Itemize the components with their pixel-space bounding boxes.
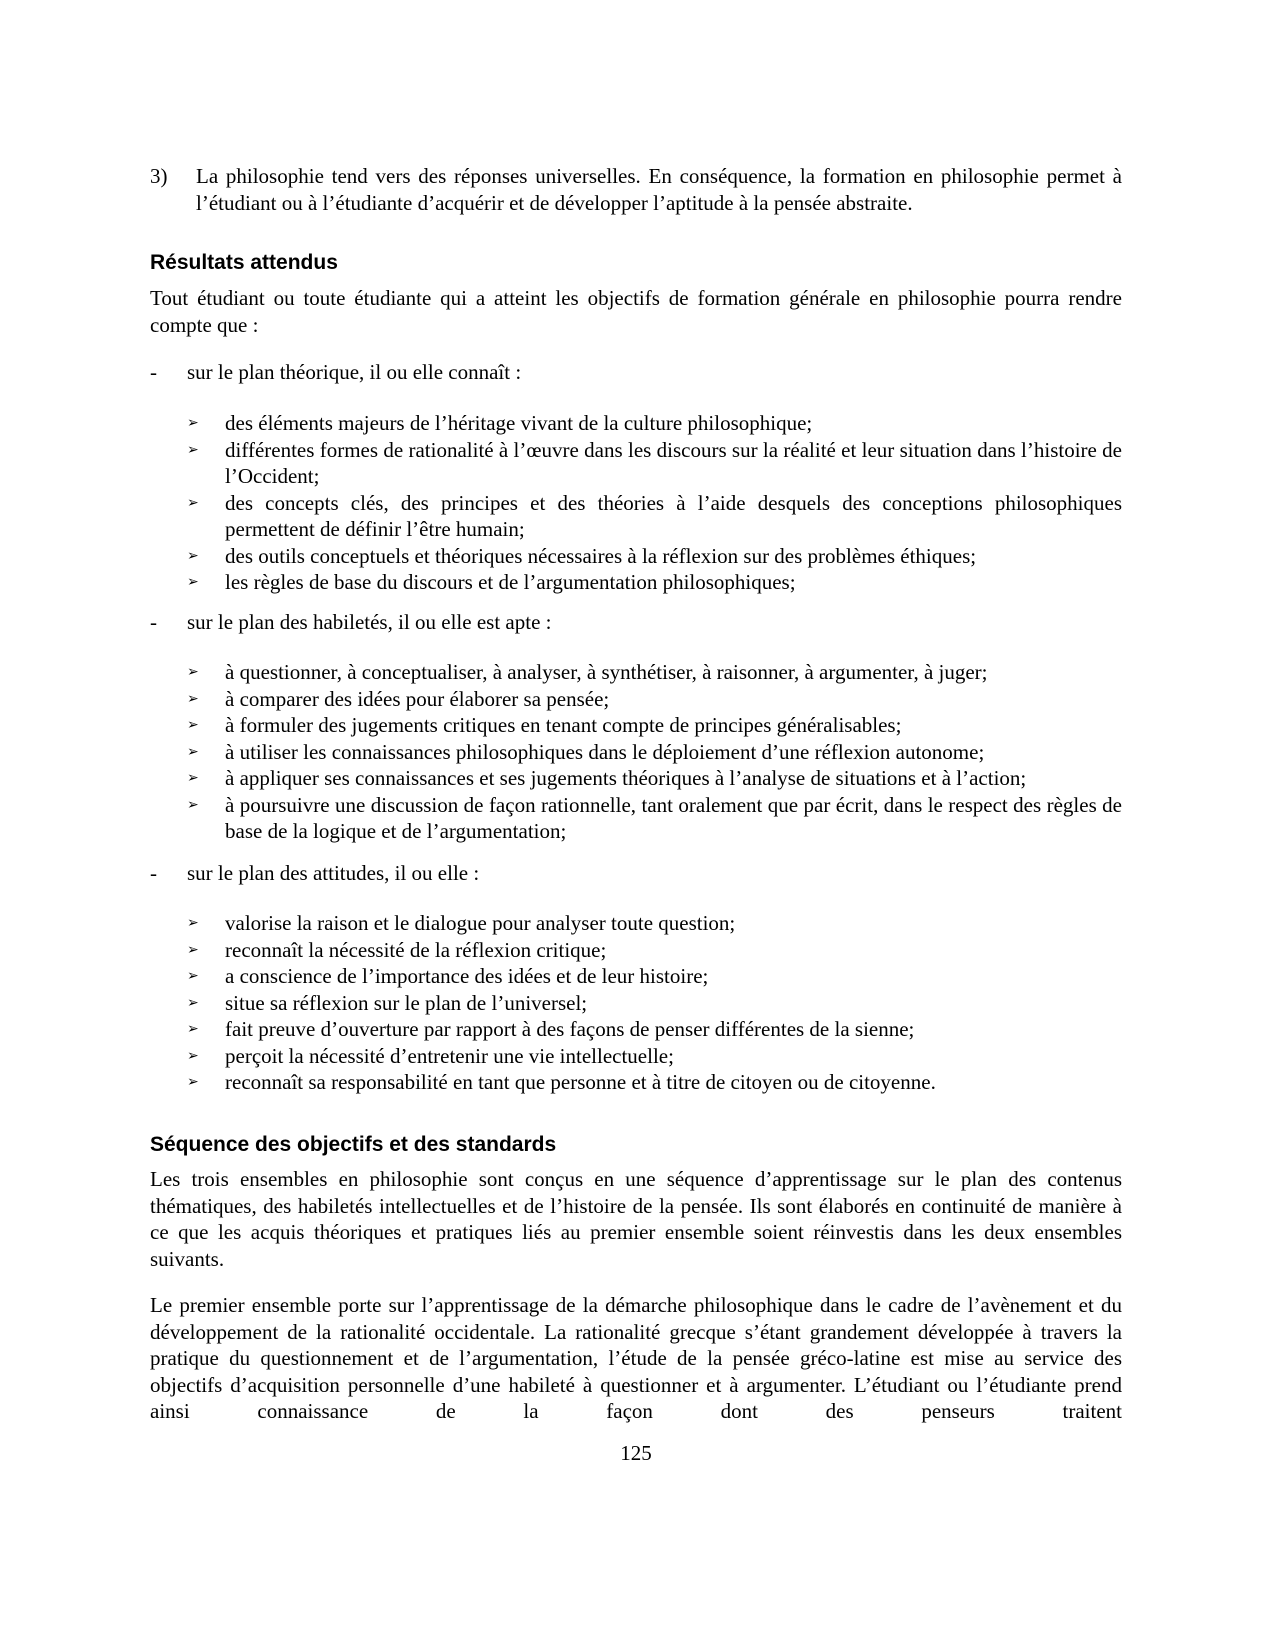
dash-marker: - bbox=[150, 360, 157, 384]
results-heading: Résultats attendus bbox=[150, 251, 338, 274]
list-item: ➢ à questionner, à conceptualiser, à analyser, à synthétiser, à raisonner, à argumenter, à juger; bbox=[187, 660, 988, 684]
list-item: ➢ différentes formes de rationalité à l’œuvre dans les discours sur la réalité et leur situation dans l’histoire de l’Occident; bbox=[187, 437, 1122, 488]
arrow-bullet-icon: ➢ bbox=[187, 547, 199, 564]
list-item: ➢ à comparer des idées pour élaborer sa pensée; bbox=[187, 686, 610, 711]
arrow-bullet-icon: ➢ bbox=[187, 941, 199, 958]
arrow-bullet-icon: ➢ bbox=[187, 743, 199, 760]
arrow-bullet-icon: ➢ bbox=[187, 690, 199, 707]
arrow-bullet-icon: ➢ bbox=[187, 1047, 199, 1064]
sequence-paragraph-1: Les trois ensembles en philosophie sont conçus en une séquence d’apprentissage sur le plan des contenus thématiques, des habiletés intellectuelles et de l’histoire de la pensée. Ils sont élaborés en continuité de manière à ce que les acquis théoriques et pratiques liés au premier ensemble soient réinvestis dans les deux ensembles suivants. bbox=[150, 1167, 1122, 1271]
section-theoretical bbox=[150, 359, 1122, 386]
list-item: ➢ à formuler des jugements critiques en tenant compte de principes généralisables; bbox=[187, 713, 902, 737]
arrow-bullet-icon: ➢ bbox=[187, 441, 199, 458]
arrow-bullet-icon: ➢ bbox=[187, 574, 199, 590]
arrow-bullet-icon: ➢ bbox=[187, 717, 199, 733]
list-item: ➢ fait preuve d’ouverture par rapport à des façons de penser différentes de la sienne; bbox=[187, 1017, 915, 1041]
arrow-bullet-icon: ➢ bbox=[187, 770, 199, 786]
results-intro bbox=[150, 285, 1122, 338]
section-attitudes bbox=[150, 860, 1122, 887]
theoretical-list bbox=[187, 410, 1122, 596]
arrow-bullet-icon: ➢ bbox=[187, 968, 199, 984]
item-text: La philosophie tend vers des réponses universelles. En conséquence, la formation en philosophie permet à l’étudiant ou à l’étudiante d’acquérir et de développer l’aptitude à la pensée abstraite. bbox=[196, 164, 1122, 215]
attitudes-list bbox=[187, 910, 1122, 1096]
list-item: ➢ situe sa réflexion sur le plan de l’universel; bbox=[187, 990, 588, 1015]
list-item: ➢ perçoit la nécessité d’entretenir une vie intellectuelle; bbox=[187, 1043, 674, 1068]
section-label: sur le plan théorique, il ou elle connaît : bbox=[187, 360, 522, 384]
arrow-bullet-icon: ➢ bbox=[187, 915, 199, 931]
sequence-paragraph-2: Le premier ensemble porte sur l’apprentissage de la démarche philosophique dans le cadre de l’avènement et du développement de la rationalité occidentale. La rationalité grecque s’étant grandement développée à travers la pratique du questionnement et de l’argumentation, l’étude de la pensée gréco-latine est mise au service des objectifs d’acquisition personnelle d’une habileté à questionner et à argumenter. L’étudiant ou l’étudiante prend ainsi connaissance de la façon dont des penseurs traitent bbox=[150, 1293, 1122, 1423]
list-item: ➢ des concepts clés, des principes et des théories à l’aide desquels des conceptions philosophiques permettent de définir l’être humain; bbox=[187, 490, 1122, 541]
arrow-bullet-icon: ➢ bbox=[187, 796, 199, 813]
arrow-bullet-icon: ➢ bbox=[187, 1021, 199, 1037]
list-item: ➢ reconnaît la nécessité de la réflexion critique; bbox=[187, 937, 607, 962]
list-item: ➢ à utiliser les connaissances philosophiques dans le déploiement d’une réflexion autonome; bbox=[187, 739, 985, 764]
list-item: ➢ valorise la raison et le dialogue pour analyser toute question; bbox=[187, 911, 736, 935]
section-label: sur le plan des habiletés, il ou elle est apte : bbox=[187, 610, 552, 634]
arrow-bullet-icon: ➢ bbox=[187, 1074, 199, 1090]
results-intro-text: Tout étudiant ou toute étudiante qui a atteint les objectifs de formation générale en philosophie pourra rendre compte que : bbox=[150, 286, 1122, 337]
item-number: 3) bbox=[150, 164, 168, 188]
arrow-bullet-icon: ➢ bbox=[187, 494, 199, 511]
list-item: ➢ des outils conceptuels et théoriques nécessaires à la réflexion sur des problèmes éthiques; bbox=[187, 543, 977, 568]
list-item: ➢ des éléments majeurs de l’héritage vivant de la culture philosophique; bbox=[187, 411, 813, 435]
skills-list bbox=[187, 659, 1122, 845]
arrow-bullet-icon: ➢ bbox=[187, 415, 199, 431]
page-number: 125 bbox=[620, 1441, 652, 1465]
sequence-heading: Séquence des objectifs et des standards bbox=[150, 1133, 557, 1156]
dash-marker: - bbox=[150, 610, 157, 634]
numbered-item bbox=[150, 163, 1122, 216]
list-item: ➢ à appliquer ses connaissances et ses jugements théoriques à l’analyse de situations et à l’action; bbox=[187, 766, 1027, 790]
section-label: sur le plan des attitudes, il ou elle : bbox=[187, 861, 480, 885]
document-page bbox=[150, 0, 1122, 1650]
arrow-bullet-icon: ➢ bbox=[187, 664, 199, 680]
list-item: ➢ à poursuivre une discussion de façon rationnelle, tant oralement que par écrit, dans le respect des règles de base de la logique et de l’argumentation; bbox=[187, 792, 1122, 843]
list-item: ➢ les règles de base du discours et de l’argumentation philosophiques; bbox=[187, 570, 796, 594]
list-item: ➢ reconnaît sa responsabilité en tant que personne et à titre de citoyen ou de citoyenne. bbox=[187, 1070, 936, 1094]
dash-marker: - bbox=[150, 861, 157, 885]
section-skills bbox=[150, 609, 1122, 636]
list-item: ➢ a conscience de l’importance des idées et de leur histoire; bbox=[187, 964, 709, 988]
arrow-bullet-icon: ➢ bbox=[187, 994, 199, 1011]
